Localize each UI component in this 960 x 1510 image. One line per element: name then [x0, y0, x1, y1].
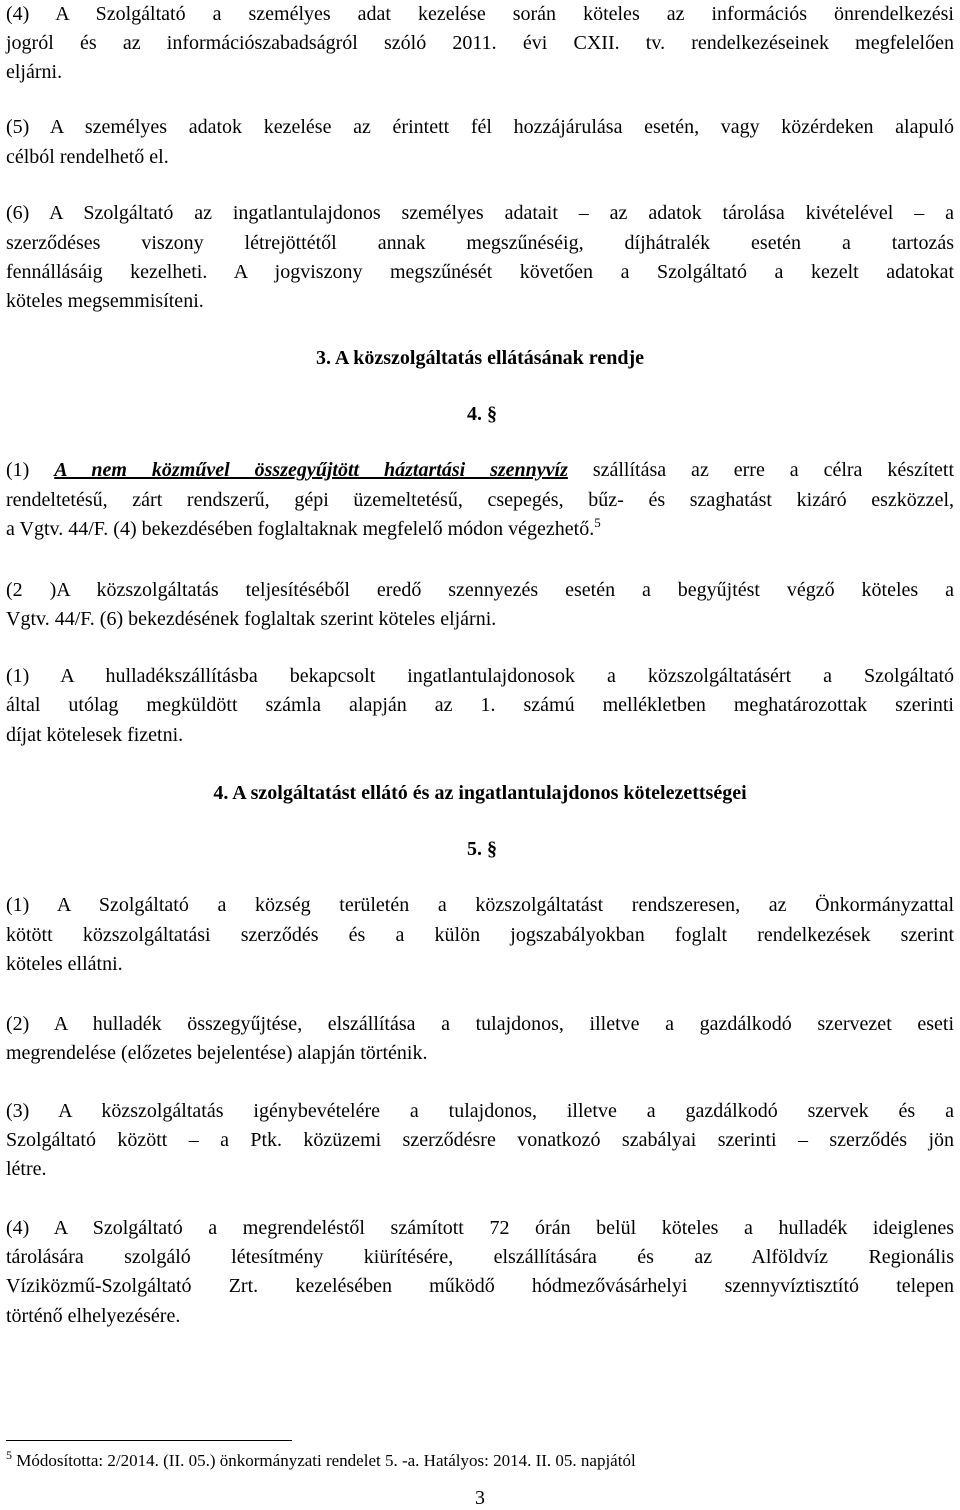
- paragraph-line: (3) A közszolgáltatás igénybevételére a tulajdonos, illetve a gazdálkodó szervek és a: [6, 1100, 954, 1122]
- paragraph-line: jogról és az információszabadságról szóló 2011. évi CXII. tv. rendelkezéseinek megfelelően: [6, 32, 954, 54]
- paragraph-line: (2 )A közszolgáltatás teljesítéséből eredő szennyezés esetén a begyűjtést végző köteles a: [6, 579, 954, 601]
- paragraph-line: (1) A Szolgáltató a község területén a közszolgáltatást rendszeresen, az Önkormányzattal: [6, 894, 954, 916]
- paragraph-line: (6) A Szolgáltató az ingatlantulajdonos személyes adatait – az adatok tárolása kivételével – a: [6, 202, 954, 224]
- paragraph-line: szerződéses viszony létrejöttétől annak megszűnéséig, díjhátralék esetén a tartozás: [6, 232, 954, 254]
- section-sign-icon: §: [482, 403, 497, 425]
- section-number: [467, 400, 547, 429]
- paragraph-line: történő elhelyezésére.: [6, 1305, 181, 1327]
- paragraph-line: megrendelése (előzetes bejelentése) alapján történik.: [6, 1042, 428, 1064]
- emphasized-term: A nem közművel összegyűjtött háztartási szennyvíz: [54, 459, 568, 481]
- paragraph-line: köteles megsemmisíteni.: [6, 290, 204, 312]
- section-heading: 4. A szolgáltatást ellátó és az ingatlantulajdonos kötelezettségei: [213, 782, 747, 804]
- paragraph-line: eljárni.: [6, 61, 63, 83]
- paragraph-line: (1) A hulladékszállításba bekapcsolt ingatlantulajdonosok a közszolgáltatásért a Szolgáltató: [6, 665, 954, 687]
- paragraph-line: Víziközmű-Szolgáltató Zrt. kezelésében működő hódmezővásárhelyi szennyvíztisztító telepen: [6, 1275, 954, 1297]
- section-number-text: 4.: [467, 403, 482, 425]
- paragraph-line: célból rendelhető el.: [6, 146, 169, 168]
- paragraph-line: köteles ellátni.: [6, 953, 123, 975]
- footnote-text: Módosította: 2/2014. (II. 05.) önkormányzati rendelet 5. -a. Hatályos: 2014. II. 05. napjától: [12, 1451, 636, 1470]
- footnote-reference[interactable]: 5: [594, 515, 601, 530]
- paragraph-line: létre.: [6, 1158, 47, 1180]
- paragraph-line: által utólag megküldött számla alapján az 1. számú mellékletben meghatározottak szerinti: [6, 694, 954, 716]
- paragraph-line: rendeltetésű, zárt rendszerű, gépi üzemeltetésű, csepegés, bűz- és szaghatást kizáró eszközzel,: [6, 489, 954, 511]
- paragraph-line: Szolgáltató között – a Ptk. közüzemi szerződésre vonatkozó szabályai szerinti – szerződés jön: [6, 1129, 954, 1151]
- page-number: 3: [475, 1487, 485, 1509]
- paragraph-line: fennállásáig kezelheti. A jogviszony megszűnését követően a Szolgáltató a kezelt adatokat: [6, 261, 954, 283]
- paragraph-line: (5) A személyes adatok kezelése az érintett fél hozzájárulása esetén, vagy közérdeken alapuló: [6, 116, 954, 138]
- paragraph-line: kötött közszolgáltatási szerződés és a külön jogszabályokban foglalt rendelkezések szerint: [6, 924, 954, 946]
- paragraph-text: a Vgtv. 44/F. (4) bekezdésében foglaltaknak megfelelő módon végezhető.: [6, 518, 595, 540]
- footnote-number: 5: [6, 1448, 12, 1462]
- footnote-divider: [6, 1440, 292, 1441]
- paragraph-line: [6, 456, 954, 485]
- paragraph-line: (2) A hulladék összegyűjtése, elszállítása a tulajdonos, illetve a gazdálkodó szervezet eseti: [6, 1013, 954, 1035]
- section-heading: 3. A közszolgáltatás ellátásának rendje: [316, 347, 644, 369]
- section-number-text: 5.: [467, 838, 482, 860]
- footnote: [6, 1449, 954, 1473]
- paragraph-label: (1): [6, 459, 55, 481]
- section-sign-icon: §: [482, 838, 497, 860]
- paragraph-text: szállítása az erre a célra készített: [567, 459, 954, 481]
- paragraph-line: tárolására szolgáló létesítmény kiürítésére, elszállítására és az Alföldvíz Regionális: [6, 1246, 954, 1268]
- paragraph-line: [6, 515, 954, 544]
- paragraph-line: díjat kötelesek fizetni.: [6, 724, 184, 746]
- paragraph-line: Vgtv. 44/F. (6) bekezdésének foglaltak szerint köteles eljárni.: [6, 608, 497, 630]
- paragraph-line: (4) A Szolgáltató a megrendeléstől számított 72 órán belül köteles a hulladék ideiglenes: [6, 1217, 954, 1239]
- paragraph-line: (4) A Szolgáltató a személyes adat kezelése során köteles az információs önrendelkezési: [6, 3, 954, 25]
- section-number: [467, 835, 547, 864]
